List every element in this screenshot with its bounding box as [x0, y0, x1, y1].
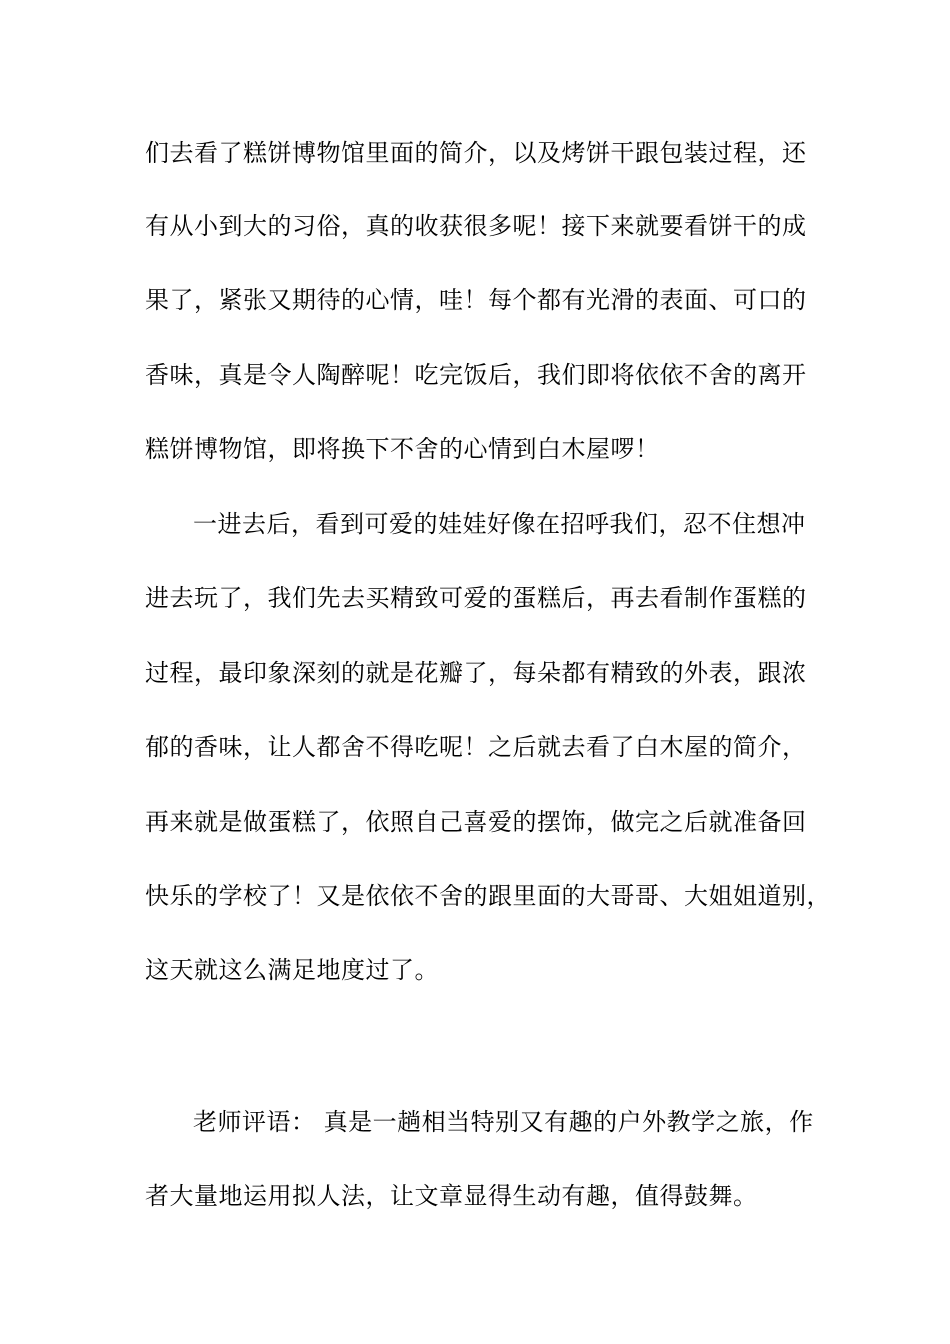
paragraph-1-line-3: 果了，紧张又期待的心情，哇！每个都有光滑的表面、可口的 — [145, 286, 807, 314]
paragraph-1-line-4: 香味，真是令人陶醉呢！吃完饭后，我们即将依依不舍的离开 — [145, 361, 807, 389]
teacher-comment-line-2: 者大量地运用拟人法，让文章显得生动有趣，值得鼓舞。 — [145, 1182, 758, 1210]
paragraph-2-line-6: 快乐的学校了！又是依依不舍的跟里面的大哥哥、大姐姐道别， — [145, 882, 831, 910]
paragraph-2-line-2: 进去玩了，我们先去买精致可爱的蛋糕后，再去看制作蛋糕的 — [145, 584, 807, 612]
paragraph-1-line-5: 糕饼博物馆，即将换下不舍的心情到白木屋啰！ — [145, 435, 660, 463]
teacher-comment-line-1: 老师评语： 真是一趟相当特别又有趣的户外教学之旅，作 — [193, 1108, 814, 1136]
paragraph-2-line-3: 过程，最印象深刻的就是花瓣了，每朵都有精致的外表，跟浓 — [145, 659, 807, 687]
paragraph-2-line-7: 这天就这么满足地度过了。 — [145, 956, 439, 984]
paragraph-2-line-1: 一进去后，看到可爱的娃娃好像在招呼我们，忍不住想冲 — [193, 510, 806, 538]
paragraph-2-line-4: 郁的香味，让人都舍不得吃呢！之后就去看了白木屋的简介， — [145, 733, 807, 761]
paragraph-1-line-2: 有从小到大的习俗，真的收获很多呢！接下来就要看饼干的成 — [145, 212, 807, 240]
paragraph-2-line-5: 再来就是做蛋糕了，依照自己喜爱的摆饰，做完之后就准备回 — [145, 808, 807, 836]
paragraph-1-line-1: 们去看了糕饼博物馆里面的简介，以及烤饼干跟包装过程，还 — [145, 139, 807, 167]
